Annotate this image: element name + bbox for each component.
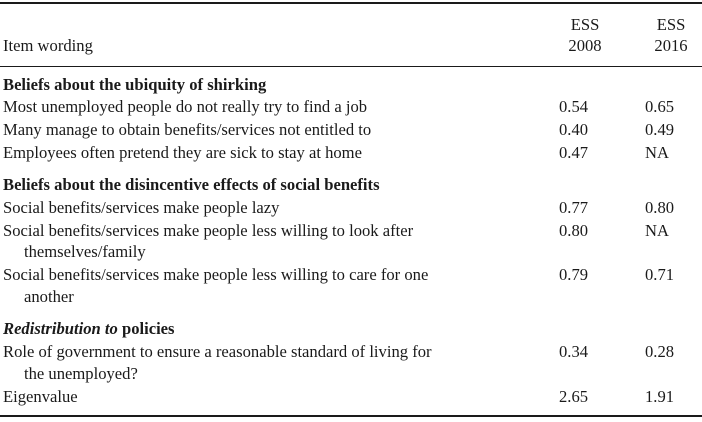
header-ess2008-line2: 2008 <box>568 36 602 55</box>
section-title-redistribution <box>3 318 175 339</box>
row-value-2008: 0.47 <box>559 143 589 162</box>
row-label: Employees often pretend they are sick to stay at home <box>3 143 362 162</box>
section-title-italic: Redistribution to <box>3 319 118 338</box>
row-label: Role of government to ensure a reasonable standard of living for <box>3 342 432 361</box>
row-label: Many manage to obtain benefits/services not entitled to <box>3 120 372 139</box>
row-value-2008: 0.80 <box>559 221 589 240</box>
row-value-2016: 0.71 <box>645 265 675 284</box>
top-rule <box>0 2 702 4</box>
row-value-2008: 0.40 <box>559 120 589 139</box>
eigenvalue-label: Eigenvalue <box>3 387 78 406</box>
section-title-shirking: Beliefs about the ubiquity of shirking <box>3 75 267 94</box>
header-ess2016-line1: ESS <box>656 15 686 34</box>
section-title-rest: policies <box>117 319 175 338</box>
row-value-2016: 0.80 <box>645 198 675 217</box>
row-label: Social benefits/services make people less willing to look after <box>3 221 414 240</box>
row-value-2008: 0.79 <box>559 265 589 284</box>
row-value-2008: 0.54 <box>559 97 589 116</box>
row-label: Most unemployed people do not really try to find a job <box>3 97 368 116</box>
row-label: Social benefits/services make people less willing to care for one <box>3 265 429 284</box>
section-title-disincentive: Beliefs about the disincentive effects of social benefits <box>3 175 380 194</box>
header-ess2008-line1: ESS <box>570 15 600 34</box>
bottom-rule <box>0 415 702 417</box>
eigenvalue-2008: 2.65 <box>559 387 589 406</box>
row-label-continued: the unemployed? <box>24 364 138 383</box>
eigenvalue-2016: 1.91 <box>645 387 675 406</box>
row-label-continued: another <box>24 287 74 306</box>
row-value-2016: NA <box>645 221 669 240</box>
header-ess2016-line2: 2016 <box>654 36 688 55</box>
row-value-2008: 0.77 <box>559 198 589 217</box>
row-label-continued: themselves/family <box>24 242 146 261</box>
header-item-wording: Item wording <box>3 36 93 55</box>
row-value-2016: 0.65 <box>645 97 675 116</box>
row-value-2016: NA <box>645 143 669 162</box>
header-rule <box>0 66 702 67</box>
row-value-2016: 0.28 <box>645 342 675 361</box>
row-value-2008: 0.34 <box>559 342 589 361</box>
row-label: Social benefits/services make people lazy <box>3 198 280 217</box>
row-value-2016: 0.49 <box>645 120 675 139</box>
